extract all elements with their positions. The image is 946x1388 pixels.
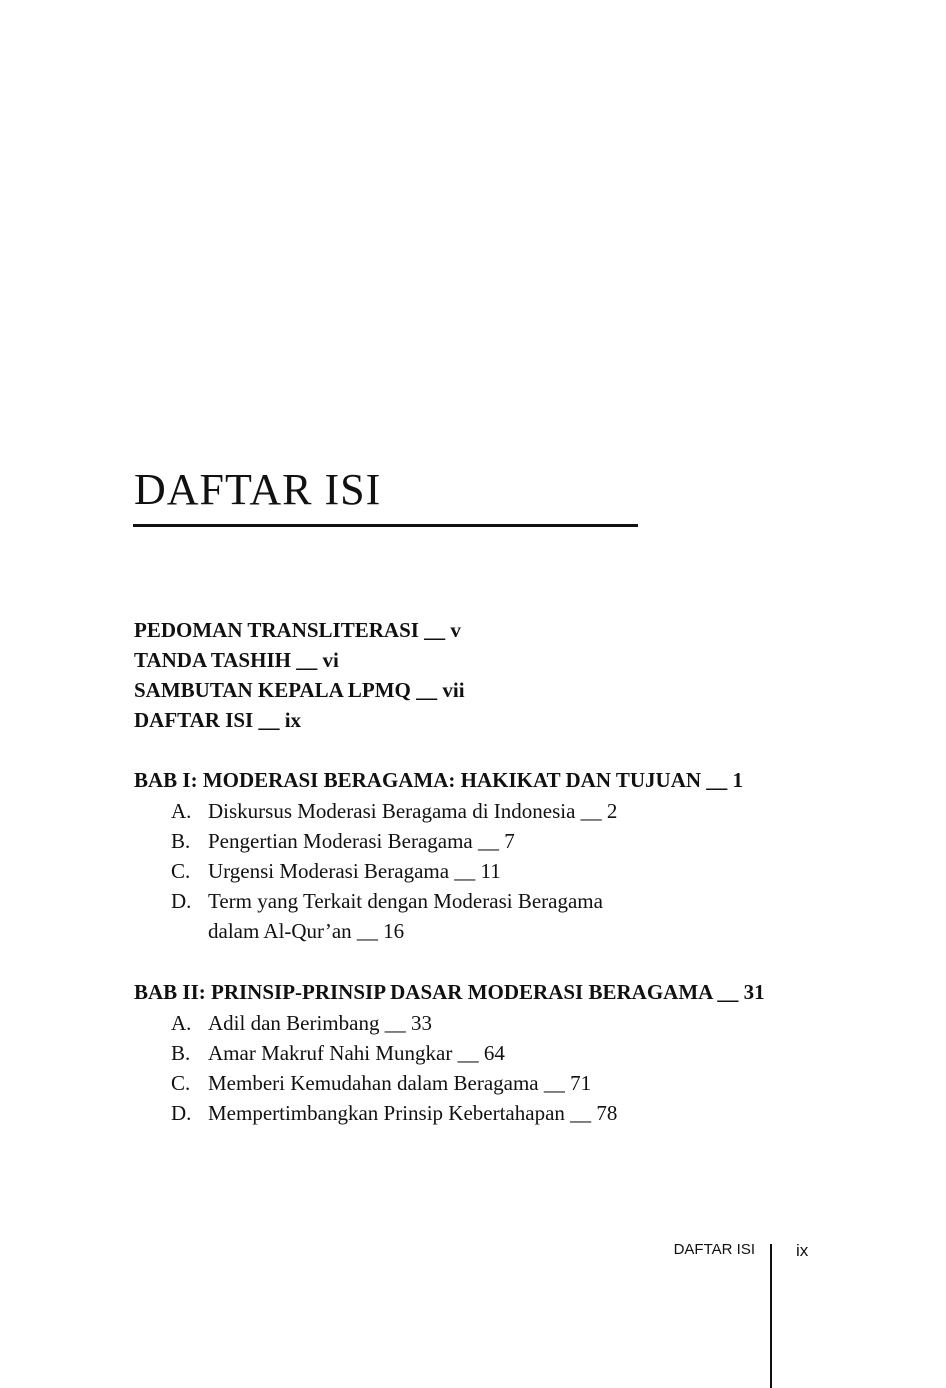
toc-item: [171, 886, 603, 916]
item-letter: C.: [171, 1071, 191, 1095]
chapter-heading-bab-2: BAB II: PRINSIP-PRINSIP DASAR MODERASI BERAGAMA __ 31: [134, 980, 765, 1004]
toc-item: [171, 796, 617, 826]
item-text: Urgensi Moderasi Beragama __ 11: [208, 859, 501, 883]
item-text: Mempertimbangkan Prinsip Kebertahapan __ 78: [208, 1101, 618, 1125]
toc-entry-sambutan: SAMBUTAN KEPALA LPMQ __ vii: [134, 678, 465, 702]
footer-divider: [770, 1244, 772, 1388]
item-letter: B.: [171, 1041, 191, 1065]
chapter-heading-bab-1: BAB I: MODERASI BERAGAMA: HAKIKAT DAN TUJUAN __ 1: [134, 768, 744, 792]
toc-item: [171, 826, 515, 856]
toc-item: [171, 1068, 591, 1098]
title-underline: [133, 524, 638, 527]
item-letter: D.: [171, 1101, 192, 1125]
item-letter: A.: [171, 1011, 192, 1035]
item-letter: A.: [171, 799, 192, 823]
toc-item: [171, 1038, 505, 1068]
toc-entry-tashih: TANDA TASHIH __ vi: [134, 648, 339, 672]
page-number: ix: [796, 1241, 809, 1260]
item-text: Diskursus Moderasi Beragama di Indonesia __ 2: [208, 799, 618, 823]
item-text: Amar Makruf Nahi Mungkar __ 64: [208, 1041, 505, 1065]
running-footer-section: DAFTAR ISI: [673, 1241, 755, 1258]
toc-item: [171, 1008, 432, 1038]
toc-item: [171, 856, 501, 886]
page-title: DAFTAR ISI: [134, 465, 382, 514]
toc-item-continuation: dalam Al-Qur’an __ 16: [208, 919, 405, 943]
item-letter: C.: [171, 859, 191, 883]
item-text: Adil dan Berimbang __ 33: [208, 1011, 432, 1035]
item-text: Pengertian Moderasi Beragama __ 7: [208, 829, 515, 853]
item-text: Memberi Kemudahan dalam Beragama __ 71: [208, 1071, 592, 1095]
item-letter: D.: [171, 889, 192, 913]
toc-item: [171, 1098, 617, 1128]
toc-entry-transliteration: PEDOMAN TRANSLITERASI __ v: [134, 618, 461, 642]
toc-entry-daftar-isi: DAFTAR ISI __ ix: [134, 708, 302, 732]
item-text: Term yang Terkait dengan Moderasi Beragama: [208, 889, 603, 913]
item-letter: B.: [171, 829, 191, 853]
